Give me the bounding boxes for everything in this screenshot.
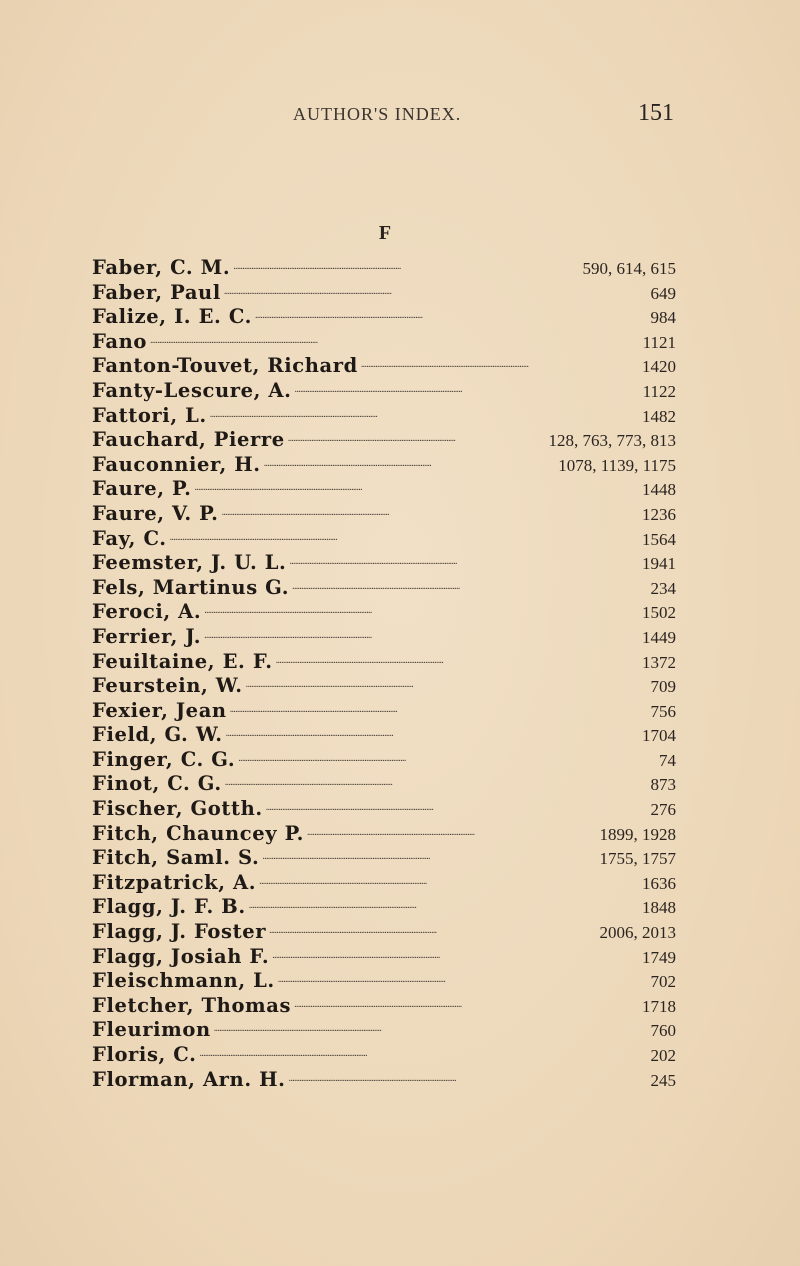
- index-entry: [92, 576, 676, 601]
- index-entry: [92, 305, 676, 330]
- dot-leader: [294, 996, 639, 1012]
- entry-author-name: Fleischmann, L.: [92, 969, 275, 993]
- entry-author-name: Fitzpatrick, A.: [92, 870, 257, 894]
- dot-leader: [222, 504, 639, 520]
- entry-page-numbers: 760: [650, 1021, 676, 1041]
- dot-leader: [255, 307, 648, 323]
- entry-page-numbers: 1848: [642, 898, 676, 918]
- entry-page-numbers: 1122: [642, 381, 676, 401]
- index-entry: [92, 650, 676, 675]
- entry-page-numbers: 74: [659, 750, 676, 770]
- entry-author-name: Fletcher, Thomas: [92, 993, 292, 1017]
- entry-page-numbers: 1372: [642, 652, 676, 672]
- dot-leader: [224, 283, 648, 299]
- entry-page-numbers: 1449: [642, 627, 676, 647]
- index-entry: [92, 428, 676, 453]
- index-entry: [92, 256, 676, 281]
- dot-leader: [272, 947, 639, 963]
- entry-page-numbers: 1564: [642, 529, 676, 549]
- dot-leader: [204, 602, 639, 618]
- dot-leader: [266, 799, 648, 815]
- entry-author-name: Fay, C.: [92, 526, 167, 550]
- entry-page-numbers: 649: [650, 283, 676, 303]
- entry-author-name: Faure, P.: [92, 477, 192, 501]
- index-entry: [92, 969, 676, 994]
- index-entry: [92, 1018, 676, 1043]
- index-entry: [92, 281, 676, 306]
- dot-leader: [226, 725, 639, 741]
- index-entry: [92, 945, 676, 970]
- entry-author-name: Faber, C. M.: [92, 256, 231, 279]
- entry-author-name: Feroci, A.: [92, 600, 202, 624]
- dot-leader: [246, 676, 648, 692]
- entry-page-numbers: 1718: [642, 996, 676, 1016]
- index-entry: [92, 600, 676, 625]
- dot-leader: [230, 701, 648, 717]
- entry-page-numbers: 1899, 1928: [599, 824, 676, 844]
- dot-leader: [150, 332, 640, 348]
- section-letter: F: [378, 222, 392, 244]
- entry-page-numbers: 1636: [642, 873, 676, 893]
- entry-page-numbers: 1420: [642, 357, 676, 377]
- entry-page-numbers: 1078, 1139, 1175: [558, 455, 676, 475]
- entry-author-name: Feuiltaine, E. F.: [92, 649, 273, 673]
- entry-author-name: Flagg, Josiah F.: [92, 944, 270, 968]
- entry-author-name: Field, G. W.: [92, 723, 223, 747]
- entry-author-name: Fauchard, Pierre: [92, 428, 285, 452]
- index-entry: [92, 723, 676, 748]
- entry-author-name: Finger, C. G.: [92, 747, 236, 771]
- entry-author-name: Faber, Paul: [92, 280, 221, 304]
- running-head: AUTHOR'S INDEX.: [293, 104, 462, 124]
- index-entry: [92, 920, 676, 945]
- index-entry: [92, 330, 676, 355]
- index-entry: [92, 699, 676, 724]
- dot-leader: [214, 1020, 648, 1036]
- entry-author-name: Feurstein, W.: [92, 674, 243, 698]
- entry-page-numbers: 1482: [642, 406, 676, 426]
- index-entry: [92, 994, 676, 1019]
- page-header: [0, 100, 800, 130]
- entry-page-numbers: 1502: [642, 603, 676, 623]
- dot-leader: [278, 971, 648, 987]
- entry-page-numbers: 1941: [642, 554, 676, 574]
- dot-leader: [204, 627, 639, 643]
- entry-page-numbers: 234: [650, 578, 676, 598]
- index-entry: [92, 477, 676, 502]
- entry-author-name: Flagg, J. F. B.: [92, 895, 246, 919]
- entry-page-numbers: 1755, 1757: [599, 849, 676, 869]
- index-entry: [92, 871, 676, 896]
- entry-page-numbers: 1749: [642, 947, 676, 967]
- dot-leader: [233, 258, 579, 274]
- entry-author-name: Flagg, J. Foster: [92, 920, 267, 944]
- index-entry: [92, 453, 676, 478]
- entry-author-name: Fischer, Gotth.: [92, 797, 263, 821]
- entry-author-name: Fanty-Lescure, A.: [92, 378, 292, 402]
- entry-page-numbers: 1236: [642, 504, 676, 524]
- index-entry: [92, 404, 676, 429]
- entry-author-name: Ferrier, J.: [92, 624, 202, 648]
- entry-author-name: Faure, V. P.: [92, 501, 219, 525]
- index-entry: [92, 379, 676, 404]
- index-entry: [92, 551, 676, 576]
- entry-author-name: Fattori, L.: [92, 403, 207, 427]
- dot-leader: [194, 479, 639, 495]
- index-entry: [92, 1068, 676, 1093]
- entry-author-name: Fleurimon: [92, 1018, 211, 1042]
- entry-author-name: Fauconnier, H.: [92, 452, 261, 476]
- dot-leader: [292, 578, 647, 594]
- entry-author-name: Fitch, Saml. S.: [92, 846, 260, 870]
- entry-author-name: Fano: [92, 329, 147, 353]
- entry-page-numbers: 1704: [642, 726, 676, 746]
- entry-page-numbers: 1121: [642, 332, 676, 352]
- entry-author-name: Fexier, Jean: [92, 698, 227, 722]
- entry-page-numbers: 1448: [642, 480, 676, 500]
- dot-leader: [225, 774, 648, 790]
- entry-page-numbers: 984: [650, 308, 676, 328]
- dot-leader: [269, 922, 596, 938]
- entry-author-name: Florman, Arn. H.: [92, 1067, 286, 1091]
- dot-leader: [238, 750, 656, 766]
- index-entry: [92, 625, 676, 650]
- dot-leader: [361, 356, 639, 372]
- dot-leader: [170, 529, 639, 545]
- entry-page-numbers: 245: [650, 1070, 676, 1090]
- index-entry: [92, 822, 676, 847]
- entry-author-name: Feemster, J. U. L.: [92, 551, 287, 575]
- entry-author-name: Fanton-Touvet, Richard: [92, 354, 358, 378]
- dot-leader: [199, 1045, 647, 1061]
- dot-leader: [288, 430, 546, 446]
- dot-leader: [289, 1070, 648, 1086]
- entry-page-numbers: 702: [650, 972, 676, 992]
- dot-leader: [210, 406, 639, 422]
- index-entries: [92, 256, 676, 1092]
- index-entry: [92, 846, 676, 871]
- index-entry: [92, 502, 676, 527]
- index-entry: [92, 797, 676, 822]
- entry-page-numbers: 756: [650, 701, 676, 721]
- dot-leader: [295, 381, 640, 397]
- entry-author-name: Fels, Martinus G.: [92, 575, 290, 599]
- dot-leader: [307, 824, 597, 840]
- index-entry: [92, 772, 676, 797]
- entry-page-numbers: 128, 763, 773, 813: [548, 431, 676, 451]
- entry-page-numbers: 202: [650, 1046, 676, 1065]
- index-entry: [92, 354, 676, 379]
- entry-author-name: Falize, I. E. C.: [92, 305, 252, 329]
- dot-leader: [264, 455, 556, 471]
- index-entry: [92, 1043, 676, 1068]
- dot-leader: [259, 873, 639, 889]
- entry-page-numbers: 590, 614, 615: [582, 259, 676, 278]
- index-entry: [92, 674, 676, 699]
- entry-author-name: Floris, C.: [92, 1043, 197, 1066]
- entry-author-name: Fitch, Chauncey P.: [92, 821, 304, 845]
- index-entry: [92, 895, 676, 920]
- entry-page-numbers: 2006, 2013: [599, 923, 676, 943]
- entry-page-numbers: 709: [650, 677, 676, 697]
- dot-leader: [276, 652, 639, 668]
- entry-author-name: Finot, C. G.: [92, 772, 222, 796]
- index-entry: [92, 527, 676, 552]
- dot-leader: [262, 848, 596, 864]
- dot-leader: [249, 897, 639, 913]
- page-number: 151: [638, 100, 674, 126]
- entry-page-numbers: 873: [650, 775, 676, 795]
- dot-leader: [289, 553, 639, 569]
- entry-page-numbers: 276: [650, 800, 676, 820]
- index-entry: [92, 748, 676, 773]
